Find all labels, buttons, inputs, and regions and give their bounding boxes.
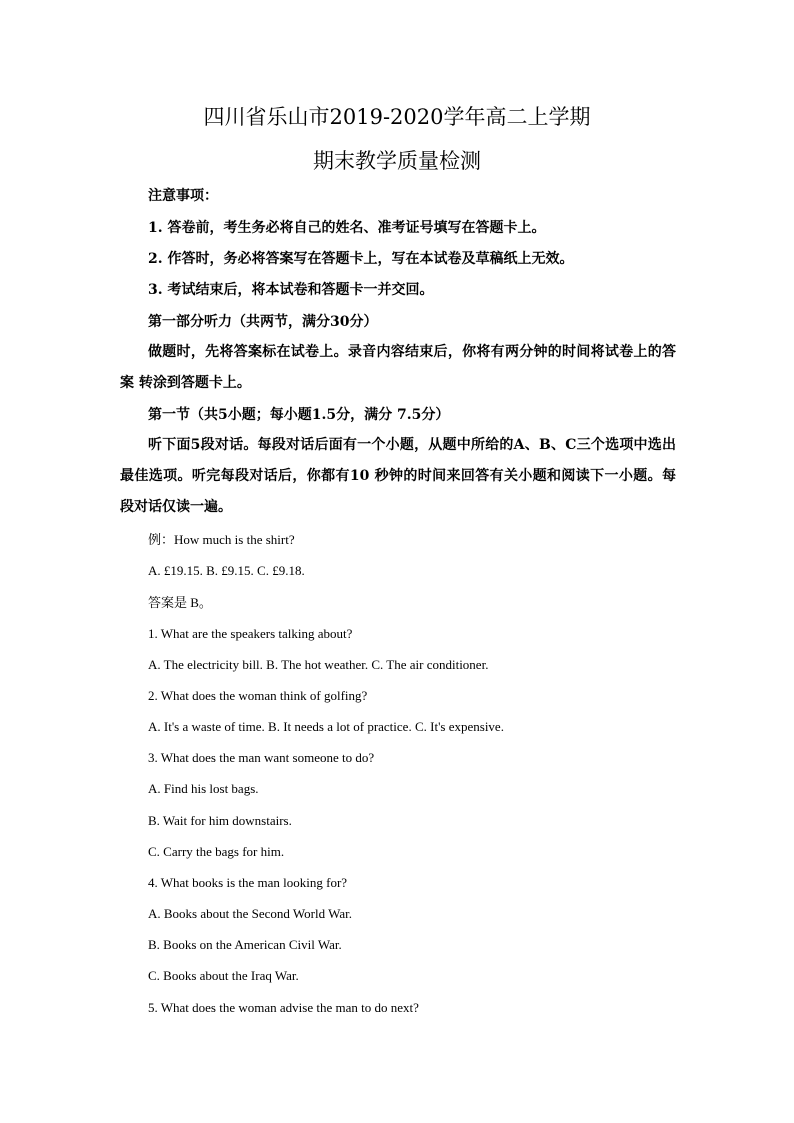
notice-item-2: 2. 作答时，务必将答案写在答题卡上，写在本试卷及草稿纸上无效。 (148, 251, 574, 267)
question-3-option-b: B. Wait for him downstairs. (148, 813, 292, 828)
example-answer: 答案是 B。 (148, 595, 212, 610)
question-4-option-c: C. Books about the Iraq War. (148, 968, 299, 983)
example-options: A. £19.15. B. £9.15. C. £9.18. (148, 563, 305, 578)
notice-item-1: 1. 答卷前，考生务必将自己的姓名、准考证号填写在答题卡上。 (148, 220, 546, 236)
question-4-option-b: B. Books on the American Civil War. (148, 937, 342, 952)
notice-heading: 注意事项： (148, 188, 218, 204)
question-3-option-c: C. Carry the bags for him. (148, 844, 285, 859)
notice-item-3: 3. 考试结束后，将本试卷和答题卡一并交回。 (148, 282, 434, 298)
question-5: 5. What does the woman advise the man to do next? (148, 1000, 419, 1015)
section1-instruction: 听下面5段对话。每段对话后面有一个小题，从题中所给的A、B、C三个选项中选出最佳选项。听完每段对话后，你都有10 秒钟的时间来回答有关小题和阅读下一小题。每段对话仅读一遍。 (120, 437, 676, 515)
part1-instruction: 做题时，先将答案标在试卷上。录音内容结束后，你将有两分钟的时间将试卷上的答案 转涂到答题卡上。 (120, 344, 676, 391)
question-1: 1. What are the speakers talking about? (148, 626, 353, 641)
document-title-line2: 期末教学质量检测 (313, 149, 481, 173)
example-question: 例：How much is the shirt? (148, 532, 295, 547)
question-1-options: A. The electricity bill. B. The hot weather. C. The air conditioner. (148, 657, 489, 672)
question-3: 3. What does the man want someone to do? (148, 750, 375, 765)
question-4: 4. What books is the man looking for? (148, 875, 348, 890)
question-2-options: A. It's a waste of time. B. It needs a lot of practice. C. It's expensive. (148, 719, 504, 734)
part1-heading: 第一部分听力（共两节，满分30分） (148, 314, 378, 330)
section1-heading: 第一节（共5小题；每小题1.5分，满分 7.5分） (148, 407, 450, 423)
question-2: 2. What does the woman think of golfing? (148, 688, 368, 703)
question-4-option-a: A. Books about the Second World War. (148, 906, 352, 921)
question-3-option-a: A. Find his lost bags. (148, 781, 259, 796)
document-title-line1: 四川省乐山市2019-2020学年高二上学期 (203, 105, 591, 129)
